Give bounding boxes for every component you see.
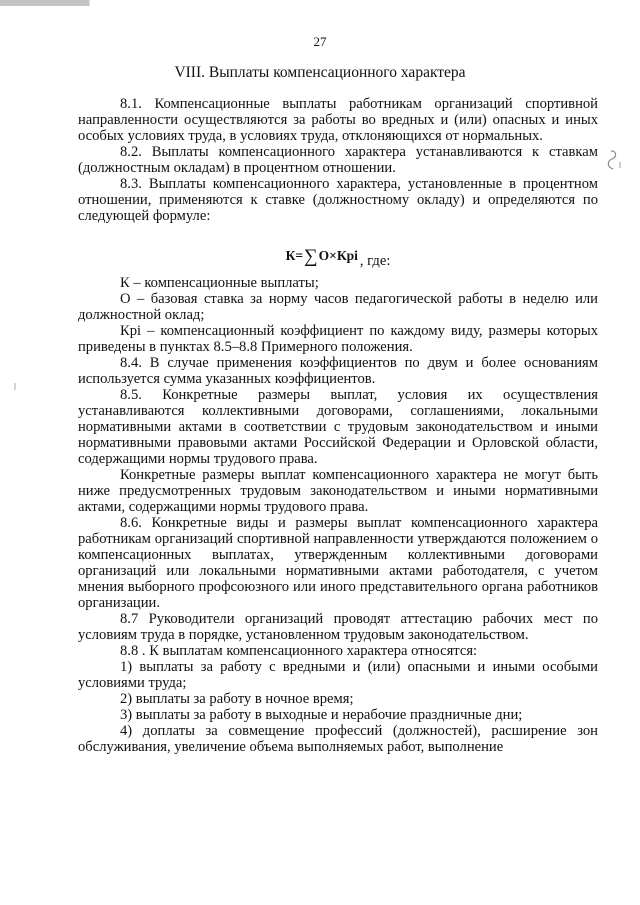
paragraph-8-1: 8.1. Компенсационные выплаты работникам организаций спортивной направленности осуществляются за работы во вредных и (или) опасных и иных особых условиях труда, в условиях труда, отклоняющихся от нормальных. — [78, 96, 598, 144]
paragraph-8-5: 8.5. Конкретные размеры выплат, условия их осуществления устанавливаются коллективными договорами, соглашениями, локальными нормативными актами в соответствии с трудовым законодательством и иными нормативными правовыми актами Российской Федерации и Орловской области, содержащими нормы трудового права. — [78, 387, 598, 467]
list-item-3: 3) выплаты за работу в выходные и нерабочие праздничные дни; — [120, 707, 523, 723]
formula-tail: , где: — [359, 253, 391, 269]
scan-edge-mark — [0, 0, 640, 6]
page-number: 27 — [313, 34, 327, 49]
paragraph-8-2: 8.2. Выплаты компенсационного характера устанавливаются к ставкам (должностным окладам) в процентном отношении. — [78, 144, 598, 176]
paragraph-8-3: 8.3. Выплаты компенсационного характера, установленные в процентном отношении, применяются к ставке (должностному окладу) и определяются по следующей формуле: — [78, 176, 598, 224]
definition-k: К – компенсационные выплаты; — [120, 275, 319, 291]
document-body — [78, 96, 598, 755]
margin-pencil-mark — [603, 148, 623, 174]
formula — [78, 232, 598, 269]
formula-expression — [286, 248, 358, 265]
list-item-2: 2) выплаты за работу в ночное время; — [120, 691, 354, 707]
paragraph-8-5-continued: Конкретные размеры выплат компенсационного характера не могут быть ниже предусмотренных трудовым законодательством и иными нормативными актами, содержащими нормы трудового права. — [78, 467, 598, 515]
definition-o: О – базовая ставка за норму часов педагогической работы в неделю или должностной оклад; — [78, 291, 598, 323]
list-item-1: 1) выплаты за работу с вредными и (или) опасными и иными особыми условиями труда; — [78, 659, 598, 691]
section-heading: VIII. Выплаты компенсационного характера — [174, 64, 466, 81]
sum-symbol: ∑ — [304, 246, 318, 267]
paragraph-8-4: 8.4. В случае применения коэффициентов по двум и более основаниям используется сумма указанных коэффициентов. — [78, 355, 598, 387]
paragraph-8-8: 8.8 . К выплатам компенсационного характера относятся: — [120, 643, 478, 659]
definition-kpi: Кpi – компенсационный коэффициент по каждому виду, размеры которых приведены в пунктах 8.5–8.8 Примерного положения. — [78, 323, 598, 355]
formula-left: К= — [285, 248, 304, 263]
formula-right: О×Кpi — [318, 248, 358, 263]
paragraph-8-6: 8.6. Конкретные виды и размеры выплат компенсационного характера работникам организаций спортивной направленности утверждаются положением о компенсационных выплатах, утвержденным коллективными договорами организаций или локальными нормативными актами работодателя, с учетом мнения выборного профсоюзного или иного представительного органа работников организации. — [78, 515, 598, 611]
margin-scan-dot — [12, 382, 18, 392]
paragraph-8-7: 8.7 Руководители организаций проводят аттестацию рабочих мест по условиям труда в порядке, установленном трудовым законодательством. — [78, 611, 598, 643]
list-item-4: 4) доплаты за совмещение профессий (должностей), расширение зон обслуживания, увеличение объема выполняемых работ, выполнение — [78, 723, 598, 755]
